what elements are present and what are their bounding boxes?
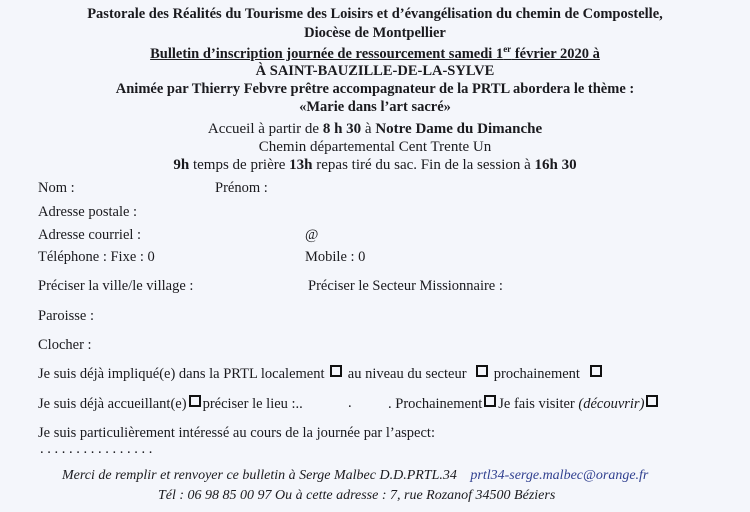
footer-instructions <box>62 468 648 484</box>
footer-contact: Tél : 06 98 85 00 97 Ou à cette adresse : 7, rue Rozanof 34500 Béziers <box>158 488 556 503</box>
checkbox-localement[interactable] <box>330 365 342 377</box>
header-organisation: Pastorale des Réalités du Tourisme des Loisirs et d’évangélisation du chemin de Compostelle, <box>87 6 663 22</box>
field-clocher-label: Clocher : <box>38 337 92 353</box>
dotted-line: . . . . . . . . . . . . . . . . <box>40 441 153 457</box>
field-adresse-label: Adresse postale : <box>38 204 138 220</box>
accueillant-label: Je suis déjà accueillant(e) <box>38 396 187 412</box>
bulletin-title-date: février 2020 à <box>511 45 600 62</box>
welcome-text: Accueil à partir de <box>207 121 323 137</box>
niveau-label: au niveau du secteur <box>347 366 467 382</box>
field-telephone-label: Téléphone : Fixe : 0 <box>38 249 155 265</box>
lieu-dot: . <box>348 395 352 411</box>
meal-time: 13h <box>289 157 313 173</box>
footer-email[interactable]: prtl34-serge.malbec@orange.fr <box>470 468 649 483</box>
at-sign: @ <box>305 227 319 243</box>
checkbox-prochainement-accueil[interactable] <box>484 395 496 407</box>
checkbox-accueillant[interactable] <box>189 395 201 407</box>
field-ville-label: Préciser la ville/le village : <box>38 278 194 294</box>
row-interesse: Je suis particulièrement intéressé au cours de la journée par l’aspect: <box>38 425 435 441</box>
preciser-lieu-label: préciser le lieu :.. <box>202 396 303 412</box>
header-location: À SAINT-BAUZILLE-DE-LA-SYLVE <box>255 63 495 79</box>
field-prenom-label: Prénom : <box>215 180 268 196</box>
welcome-mid: à <box>361 121 376 137</box>
schedule-timing <box>0 157 750 174</box>
prochainement-label: prochainement <box>493 366 580 382</box>
field-courriel-label: Adresse courriel : <box>38 227 142 243</box>
prochainement2-label: . Prochainement <box>388 396 483 412</box>
field-secteur-label: Préciser le Secteur Missionnaire : <box>308 278 503 294</box>
header-diocese: Diocèse de Montpellier <box>304 25 446 41</box>
welcome-time: 8 h 30 <box>322 121 362 137</box>
prayer-text: temps de prière <box>189 157 290 173</box>
meal-text: repas tiré du sac. Fin de la session à <box>312 157 535 173</box>
checkbox-secteur[interactable] <box>476 365 488 377</box>
schedule-road: Chemin départemental Cent Trente Un <box>258 139 492 155</box>
field-nom-label: Nom : <box>38 180 75 196</box>
row-accueillant-right <box>388 395 660 413</box>
welcome-place: Notre Dame du Dimanche <box>375 121 543 137</box>
checkbox-faire-visiter[interactable] <box>646 395 658 407</box>
faire-visiter-label: Je fais visiter <box>498 396 575 412</box>
schedule-welcome <box>0 121 750 138</box>
field-mobile-label: Mobile : 0 <box>305 249 366 265</box>
prayer-time: 9h <box>173 157 190 173</box>
footer-text: Merci de remplir et renvoyer ce bulletin à Serge Malbec D.D.PRTL.34 <box>62 468 457 483</box>
header-animator: Animée par Thierry Febvre prêtre accompagnateur de la PRTL abordera le thème : <box>115 81 635 97</box>
row-implication <box>38 365 604 383</box>
checkbox-prochainement[interactable] <box>590 365 602 377</box>
header-bulletin-title <box>0 44 750 63</box>
bulletin-title-superscript: er <box>503 44 512 54</box>
row-accueillant <box>38 395 303 413</box>
field-paroisse-label: Paroisse : <box>38 308 94 324</box>
bulletin-title-text: Bulletin d’inscription journée de ressourcement samedi 1 <box>150 45 504 62</box>
implique-label: Je suis déjà impliqué(e) dans la PRTL localement <box>38 366 325 382</box>
header-theme: «Marie dans l’art sacré» <box>299 99 451 115</box>
end-time: 16h 30 <box>534 157 577 173</box>
decouvrir-label: (découvrir) <box>578 396 645 412</box>
